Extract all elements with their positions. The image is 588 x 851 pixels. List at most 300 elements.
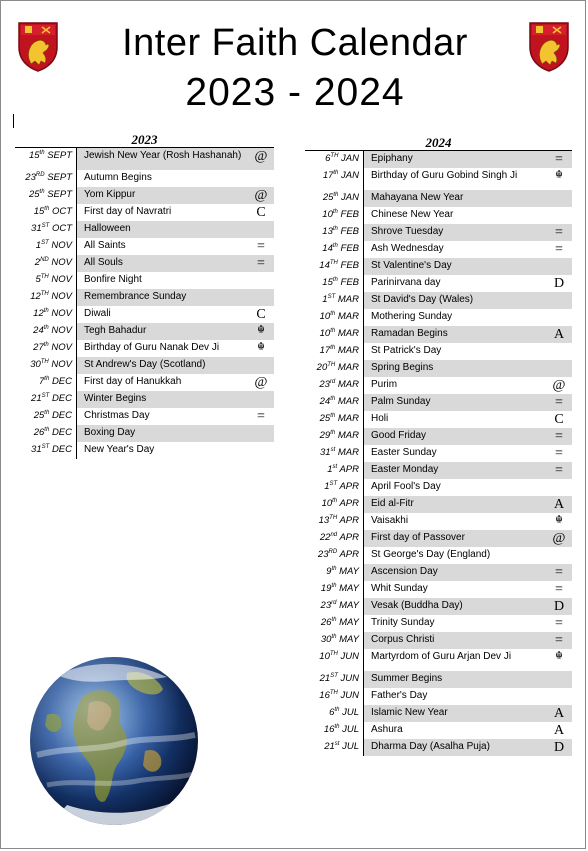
date-month: DEC <box>51 444 72 455</box>
event-name: Halloween <box>84 223 131 234</box>
event-cell <box>77 323 274 340</box>
event-name: St Andrew's Day (Scotland) <box>84 359 206 370</box>
date-month: MAY <box>339 634 359 645</box>
date-suffix: th <box>44 205 50 212</box>
year-heading-2023: 2023 <box>131 132 158 147</box>
event-date <box>15 170 77 187</box>
event-cell <box>364 671 572 688</box>
date-month: NOV <box>51 257 72 268</box>
faith-symbol-icon: = <box>555 225 563 240</box>
event-name: Bonfire Night <box>84 274 142 285</box>
event-date <box>305 530 364 547</box>
date-month: SEPT <box>47 150 72 161</box>
event-name: All Souls <box>84 257 123 268</box>
event-cell <box>364 258 572 275</box>
calendar-row <box>305 292 572 309</box>
date-day: 7 <box>38 376 45 387</box>
calendar-table-2023 <box>15 147 274 459</box>
date-month: NOV <box>51 240 72 251</box>
event-name: Remembrance Sunday <box>84 291 187 302</box>
date-month: MAY <box>339 583 359 594</box>
date-month: MAR <box>337 311 359 322</box>
date-month: NOV <box>51 342 72 353</box>
calendar-row <box>305 462 572 479</box>
event-name: Vaisakhi <box>371 515 409 526</box>
faith-symbol-icon: @ <box>254 375 268 390</box>
date-day: 25 <box>33 410 45 421</box>
date-day: 23 <box>319 379 330 390</box>
event-name: Dharma Day (Asalha Puja) <box>371 741 490 752</box>
event-cell <box>77 442 274 459</box>
event-name: Parinirvana day <box>371 277 441 288</box>
date-month: NOV <box>51 274 72 285</box>
date-day: 31 <box>31 444 42 455</box>
date-day: 6 <box>325 153 331 164</box>
calendar-row <box>305 615 572 632</box>
event-date <box>305 671 364 688</box>
event-name: Vesak (Buddha Day) <box>371 600 463 611</box>
event-name: Ash Wednesday <box>371 243 444 254</box>
event-date <box>305 739 364 756</box>
date-day: 23 <box>317 549 329 560</box>
date-day: 24 <box>33 325 44 336</box>
date-month: APR <box>339 515 359 526</box>
calendar-row <box>15 391 274 408</box>
calendar-table-2024 <box>305 150 572 756</box>
date-day: 5 <box>35 274 41 285</box>
event-date <box>15 306 77 323</box>
event-cell <box>364 224 572 241</box>
event-cell <box>364 739 572 756</box>
calendar-row <box>305 671 572 688</box>
event-cell <box>364 151 572 168</box>
event-name: Jewish New Year (Rosh Hashanah) <box>84 150 242 161</box>
calendar-row <box>15 238 274 255</box>
event-date <box>305 688 364 705</box>
calendar-row <box>305 705 572 722</box>
calendar-row <box>305 241 572 258</box>
date-day: 1 <box>324 481 330 492</box>
date-month: NOV <box>51 291 72 302</box>
calendar-row <box>305 360 572 377</box>
event-date <box>305 360 364 377</box>
date-day: 20 <box>316 362 328 373</box>
event-name: Good Friday <box>371 430 427 441</box>
date-suffix: th <box>332 497 338 504</box>
event-name: Easter Sunday <box>371 447 437 458</box>
faith-symbol-icon: = <box>555 395 563 410</box>
calendar-row <box>305 479 572 496</box>
event-date <box>305 258 364 275</box>
date-suffix: TH <box>40 273 49 280</box>
date-day: 23 <box>320 600 332 611</box>
event-date <box>305 615 364 632</box>
event-cell <box>364 343 572 360</box>
event-date <box>15 187 77 204</box>
event-date <box>305 581 364 598</box>
date-suffix: st <box>334 740 340 747</box>
date-day: 21 <box>319 673 331 684</box>
event-date <box>15 221 77 238</box>
date-day: 10 <box>322 209 333 220</box>
date-month: MAY <box>339 617 359 628</box>
date-suffix: th <box>43 324 49 331</box>
event-date <box>305 513 364 530</box>
calendar-row <box>305 275 572 292</box>
date-suffix: st <box>332 463 338 470</box>
date-month: JUL <box>342 741 359 752</box>
event-name: St Valentine's Day <box>371 260 452 271</box>
event-cell <box>364 394 572 411</box>
calendar-row <box>305 722 572 739</box>
text-cursor <box>13 114 14 128</box>
calendar-row <box>305 688 572 705</box>
calendar-row <box>305 649 572 671</box>
event-name: Yom Kippur <box>84 189 136 200</box>
event-date <box>305 547 364 564</box>
event-date <box>305 445 364 462</box>
event-cell <box>77 408 274 425</box>
date-suffix: ST <box>330 672 338 679</box>
faith-symbol-icon: = <box>555 463 563 478</box>
event-cell <box>364 722 572 739</box>
date-day: 12 <box>30 291 41 302</box>
date-day: 24 <box>319 396 331 407</box>
event-cell <box>364 513 572 530</box>
date-suffix: RD <box>328 548 338 555</box>
event-cell <box>77 289 274 306</box>
faith-symbol-icon: @ <box>552 378 566 393</box>
event-date <box>305 309 364 326</box>
event-name: First day of Hanukkah <box>84 376 182 387</box>
event-name: Corpus Christi <box>371 634 435 645</box>
event-name: St George's Day (England) <box>371 549 491 560</box>
date-day: 26 <box>33 427 45 438</box>
date-month: APR <box>339 549 359 560</box>
date-month: MAY <box>339 566 359 577</box>
event-name: Trinity Sunday <box>371 617 435 628</box>
calendar-row <box>15 170 274 187</box>
date-month: MAR <box>337 379 359 390</box>
event-name: Chinese New Year <box>371 209 454 220</box>
event-name: Martyrdom of Guru Arjan Dev Ji <box>371 651 512 662</box>
date-suffix: th <box>330 412 336 419</box>
faith-symbol-icon: @ <box>552 531 566 546</box>
event-cell <box>364 598 572 615</box>
faith-symbol-icon: C <box>554 412 564 427</box>
faith-symbol-icon: A <box>553 327 565 342</box>
faith-symbol-icon: = <box>257 239 265 254</box>
event-name: Boxing Day <box>84 427 136 438</box>
calendar-row <box>305 151 572 168</box>
event-date <box>305 168 364 190</box>
date-day: 16 <box>319 690 330 701</box>
date-month: JUL <box>342 724 359 735</box>
date-suffix: th <box>331 633 337 640</box>
event-cell <box>364 547 572 564</box>
date-month: DEC <box>51 410 72 421</box>
date-month: JUN <box>340 673 359 684</box>
event-date <box>15 357 77 374</box>
event-name: Islamic New Year <box>371 707 448 718</box>
school-crest-left <box>17 21 59 73</box>
date-suffix: th <box>44 375 50 382</box>
event-cell <box>364 496 572 513</box>
date-suffix: TH <box>40 358 49 365</box>
faith-symbol-icon: @ <box>254 149 268 164</box>
event-cell <box>364 207 572 224</box>
date-suffix: th <box>330 429 336 436</box>
date-month: FEB <box>340 226 359 237</box>
date-suffix: TH <box>40 290 49 297</box>
event-name: Holi <box>371 413 389 424</box>
calendar-row <box>15 323 274 340</box>
event-cell <box>364 326 572 343</box>
calendar-row <box>15 204 274 221</box>
event-name: St David's Day (Wales) <box>371 294 474 305</box>
date-month: MAR <box>337 447 359 458</box>
event-date <box>15 340 77 357</box>
date-suffix: th <box>332 276 338 283</box>
date-suffix: th <box>331 616 337 623</box>
date-month: MAY <box>339 600 359 611</box>
faith-symbol-icon: D <box>553 276 565 291</box>
event-name: Summer Begins <box>371 673 443 684</box>
event-cell <box>77 148 274 170</box>
calendar-row <box>15 374 274 391</box>
date-suffix: th <box>332 242 338 249</box>
date-day: 15 <box>28 150 40 161</box>
calendar-row <box>305 224 572 241</box>
date-month: JAN <box>341 192 359 203</box>
event-date <box>305 224 364 241</box>
event-name: First day of Passover <box>371 532 465 543</box>
event-name: Mahayana New Year <box>371 192 464 203</box>
date-suffix: RD <box>35 171 45 178</box>
date-month: DEC <box>51 427 72 438</box>
date-month: APR <box>339 532 359 543</box>
date-day: 26 <box>320 617 332 628</box>
date-day: 25 <box>319 413 331 424</box>
date-month: DEC <box>51 376 72 387</box>
event-cell <box>364 275 572 292</box>
event-name: Ashura <box>371 724 403 735</box>
event-date <box>15 255 77 272</box>
date-day: 27 <box>33 342 44 353</box>
event-cell <box>77 425 274 442</box>
event-cell <box>77 187 274 204</box>
event-name: April Fool's Day <box>371 481 441 492</box>
event-date <box>305 292 364 309</box>
date-suffix: th <box>43 307 49 314</box>
date-suffix: th <box>334 706 340 713</box>
date-suffix: th <box>332 208 338 215</box>
date-suffix: rd <box>329 378 336 385</box>
event-cell <box>77 221 274 238</box>
event-date <box>15 442 77 459</box>
date-day: 30 <box>320 634 332 645</box>
calendar-row <box>305 547 572 564</box>
event-name: Ramadan Begins <box>371 328 448 339</box>
date-suffix: th <box>330 395 336 402</box>
event-cell <box>364 445 572 462</box>
calendar-row <box>305 513 572 530</box>
event-name: Eid al-Fitr <box>371 498 414 509</box>
calendar-row <box>305 343 572 360</box>
event-cell <box>77 272 274 289</box>
date-suffix: th <box>44 409 50 416</box>
event-name: First day of Navratri <box>84 206 172 217</box>
year-heading-2024: 2024 <box>425 135 452 150</box>
faith-symbol-icon: = <box>555 565 563 580</box>
date-day: 16 <box>323 724 335 735</box>
event-cell <box>364 292 572 309</box>
event-date <box>305 479 364 496</box>
event-date <box>15 323 77 340</box>
date-month: NOV <box>51 325 72 336</box>
event-date <box>15 204 77 221</box>
date-day: 14 <box>322 243 333 254</box>
date-day: 1 <box>327 464 333 475</box>
date-suffix: TH <box>329 689 338 696</box>
date-month: MAR <box>337 328 359 339</box>
faith-symbol-icon: = <box>555 616 563 631</box>
date-day: 9 <box>326 566 332 577</box>
date-suffix: th <box>333 169 339 176</box>
event-cell <box>364 530 572 547</box>
date-day: 23 <box>25 172 36 183</box>
event-cell <box>364 309 572 326</box>
calendar-row <box>15 425 274 442</box>
date-suffix: TH <box>329 259 338 266</box>
date-suffix: TH <box>329 650 338 657</box>
date-day: 10 <box>321 498 333 509</box>
faith-symbol-icon: D <box>553 740 565 755</box>
calendar-row <box>15 408 274 425</box>
event-date <box>305 705 364 722</box>
date-suffix: th <box>43 341 49 348</box>
event-date <box>305 343 364 360</box>
date-month: JUL <box>342 707 359 718</box>
date-day: 21 <box>31 393 42 404</box>
event-cell <box>364 428 572 445</box>
calendar-row <box>305 632 572 649</box>
date-month: FEB <box>340 243 359 254</box>
earth-globe-image <box>27 655 201 827</box>
date-suffix: ST <box>329 480 338 487</box>
date-month: OCT <box>51 206 72 217</box>
calendar-row <box>305 581 572 598</box>
date-month: OCT <box>51 223 72 234</box>
date-day: 10 <box>319 311 331 322</box>
faith-symbol-icon: = <box>555 633 563 648</box>
date-suffix: th <box>39 188 45 195</box>
event-name: Father's Day <box>371 690 428 701</box>
calendar-row <box>305 190 572 207</box>
date-suffix: th <box>330 327 336 334</box>
event-date <box>305 241 364 258</box>
calendar-row <box>15 340 274 357</box>
calendar-row <box>305 411 572 428</box>
faith-symbol-icon: A <box>553 706 565 721</box>
date-day: 31 <box>31 223 42 234</box>
date-month: MAR <box>337 396 359 407</box>
date-suffix: th <box>334 723 340 730</box>
event-name: All Saints <box>84 240 126 251</box>
faith-symbol-icon: = <box>555 242 563 257</box>
event-cell <box>77 306 274 323</box>
event-cell <box>77 204 274 221</box>
event-date <box>15 289 77 306</box>
date-day: 2 <box>34 257 41 268</box>
date-day: 10 <box>319 328 331 339</box>
event-name: Mothering Sunday <box>371 311 453 322</box>
event-date <box>305 428 364 445</box>
event-cell <box>364 411 572 428</box>
date-day: 25 <box>322 192 334 203</box>
event-date <box>305 496 364 513</box>
page-title: Inter Faith Calendar <box>122 22 468 64</box>
date-month: FEB <box>340 260 359 271</box>
calendar-row <box>305 394 572 411</box>
event-name: Tegh Bahadur <box>84 325 147 336</box>
date-suffix: TH <box>327 361 336 368</box>
calendar-row <box>15 272 274 289</box>
event-cell <box>364 168 572 190</box>
date-month: SEPT <box>47 189 72 200</box>
date-day: 21 <box>324 741 335 752</box>
calendar-row <box>305 739 572 756</box>
event-cell <box>364 632 572 649</box>
event-cell <box>364 649 572 671</box>
date-day: 13 <box>318 515 330 526</box>
event-name: Diwali <box>84 308 111 319</box>
event-name: Shrove Tuesday <box>371 226 444 237</box>
date-day: 25 <box>28 189 40 200</box>
faith-symbol-icon: C <box>256 205 266 220</box>
faith-symbol-icon: = <box>555 152 563 167</box>
date-suffix: th <box>330 344 336 351</box>
date-day: 22 <box>319 532 331 543</box>
date-month: SEPT <box>47 172 72 183</box>
event-date <box>15 425 77 442</box>
event-date <box>305 275 364 292</box>
calendar-row <box>15 148 274 170</box>
date-month: FEB <box>340 209 359 220</box>
event-name: Purim <box>371 379 398 390</box>
date-month: APR <box>339 464 359 475</box>
date-suffix: th <box>332 225 338 232</box>
date-month: JAN <box>341 153 359 164</box>
event-date <box>15 148 77 170</box>
date-day: 1 <box>322 294 328 305</box>
calendar-row <box>15 221 274 238</box>
date-suffix: th <box>331 582 337 589</box>
event-name: St Patrick's Day <box>371 345 442 356</box>
event-cell <box>77 255 274 272</box>
date-suffix: th <box>330 310 336 317</box>
date-month: JUN <box>340 690 359 701</box>
date-day: 30 <box>30 359 41 370</box>
event-date <box>305 411 364 428</box>
calendar-row <box>305 377 572 394</box>
event-cell <box>364 615 572 632</box>
date-suffix: th <box>39 149 45 156</box>
event-cell <box>77 170 274 187</box>
date-day: 14 <box>319 260 330 271</box>
event-cell <box>364 462 572 479</box>
date-month: MAR <box>337 294 359 305</box>
